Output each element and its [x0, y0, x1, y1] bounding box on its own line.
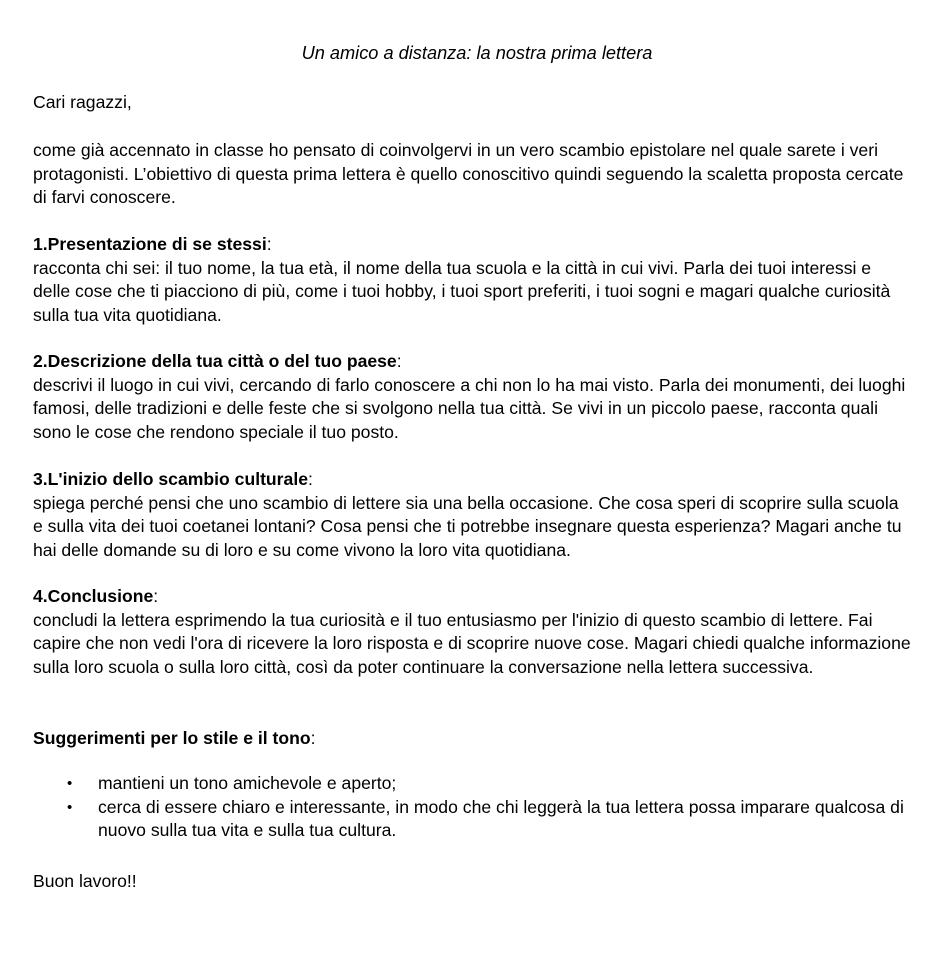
- section-heading-text: 1.Presentazione di se stessi: [33, 234, 267, 254]
- heading-colon: :: [153, 586, 159, 606]
- list-item-text: mantieni un tono amichevole e aperto;: [98, 773, 397, 793]
- section-heading: [33, 350, 913, 374]
- list-item: [33, 796, 913, 843]
- closing-line: Buon lavoro!!: [33, 871, 137, 891]
- greeting: Cari ragazzi,: [33, 92, 132, 112]
- bullet-icon: •: [67, 798, 73, 816]
- section-body: spiega perché pensi che uno scambio di lettere sia una bella occasione. Che cosa speri di scoprire sulla scuola e sulla vita dei tuoi coetanei lontani? Cosa pensi che ti potrebbe insegnare questa esperienza? Magari anche tu hai delle domande su di loro e su come vivono la loro vita quotidiana.: [33, 492, 902, 560]
- tips-heading: [33, 727, 316, 751]
- section-heading: [33, 233, 913, 257]
- tips-list: [33, 772, 913, 843]
- section-descrizione: [33, 350, 913, 444]
- heading-colon: :: [308, 469, 313, 489]
- section-heading: [33, 468, 913, 492]
- bullet-icon: •: [67, 775, 73, 792]
- section-heading-text: 3.L'inizio dello scambio culturale: [33, 469, 308, 489]
- section-conclusione: [33, 585, 913, 679]
- list-item-text: cerca di essere chiaro e interessante, in modo che chi leggerà la tua lettera possa imparare qualcosa di nuovo sulla tua vita e sulla tua cultura.: [98, 796, 904, 840]
- section-heading-text: 2.Descrizione della tua città o del tuo paese: [33, 351, 397, 371]
- tips-heading-text: Suggerimenti per lo stile e il tono: [33, 728, 311, 748]
- heading-colon: :: [310, 728, 316, 748]
- heading-colon: :: [396, 351, 402, 371]
- heading-colon: :: [266, 234, 272, 254]
- section-heading-text: 4.Conclusione: [33, 586, 154, 606]
- section-body: concludi la lettera esprimendo la tua curiosità e il tuo entusiasmo per l'inizio di questo scambio di lettere. Fai capire che non vedi l'ora di ricevere la loro risposta e di scoprire nuove cose. Magari chiedi qualche informazione sulla loro scuola o sulla loro città, così da poter continuare la conversazione nella lettera successiva.: [33, 609, 911, 677]
- intro-paragraph: come già accennato in classe ho pensato di coinvolgervi in un vero scambio epistolare nel quale sarete i veri protagonisti. L’obiettivo di questa prima lettera è quello conoscitivo quindi seguendo la scaletta proposta cercate di farvi conoscere.: [33, 140, 904, 207]
- section-presentazione: [33, 233, 913, 327]
- document-title: Un amico a distanza: la nostra prima lettera: [301, 43, 653, 63]
- list-item: [33, 772, 913, 796]
- section-body: descrivi il luogo in cui vivi, cercando di farlo conoscere a chi non lo ha mai visto. Parla dei monumenti, dei luoghi famosi, delle tradizioni e delle feste che si svolgono nella tua città. Se vivi in un piccolo paese, racconta quali sono le cose che rendono speciale il tuo posto.: [33, 374, 906, 442]
- section-heading: [33, 585, 913, 609]
- section-body: racconta chi sei: il tuo nome, la tua età, il nome della tua scuola e la città in cui vivi. Parla dei tuoi interessi e delle cose che ti piacciono di più, come i tuoi hobby, i tuoi sport preferiti, i tuoi sogni e magari qualche curiosità sulla tua vita quotidiana.: [33, 257, 891, 325]
- section-scambio-culturale: [33, 468, 913, 562]
